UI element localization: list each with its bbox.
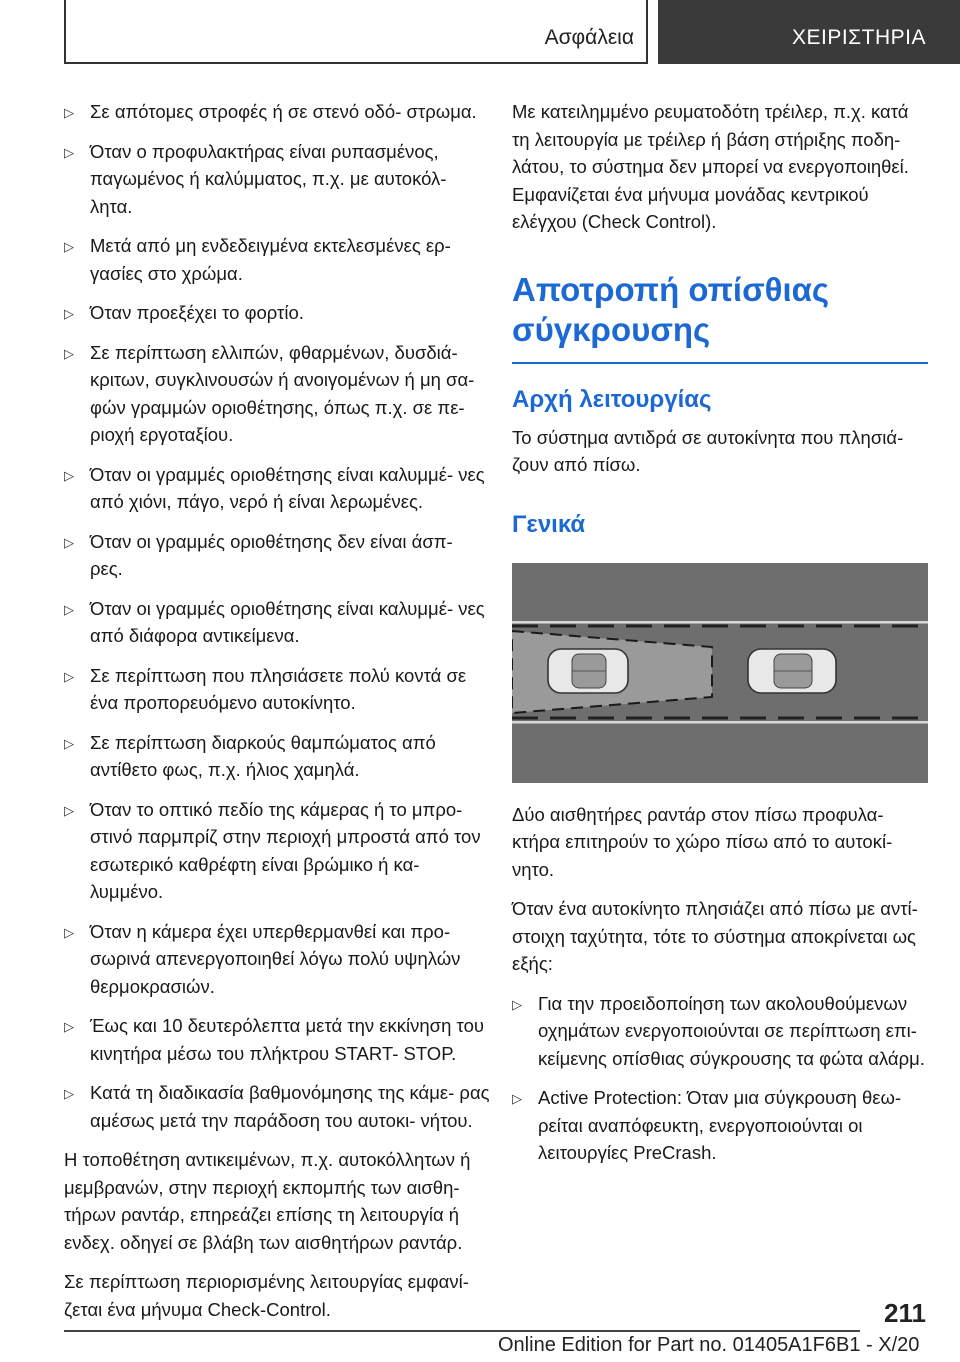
- list-item: ▷ Σε περίπτωση ελλιπών, φθαρμένων, δυσδιά- κριτων, συγκλινουσών ή ανοιγομένων ή μη σα- φών γραμμών οριοθέτησης, όπως π.χ. σε πε- ριοχή εργοταξίου.: [64, 341, 475, 445]
- principle-paragraph: Το σύστημα αντιδρά σε αυτοκίνητα που πλησιά- ζουν από πίσω.: [512, 426, 904, 475]
- lane-line-bottom: [512, 721, 928, 724]
- paragraph: Σε περίπτωση περιορισμένης λειτουργίας εμφανί- ζεται ένα μήνυμα Check-Control.: [64, 1271, 469, 1320]
- triangle-right-icon: ▷: [64, 306, 74, 321]
- list-item: ▷ Σε περίπτωση που πλησιάσετε πολύ κοντά σε ένα προπορευόμενο αυτοκίνητο.: [64, 664, 467, 713]
- general-heading: Γενικά: [512, 510, 586, 538]
- triangle-right-icon: ▷: [512, 1091, 522, 1106]
- list-item: ▷ Active Protection: Όταν μια σύγκρουση θεω- ρείται αναπόφευκτη, ενεργοποιούνται οι λειτουργίες PreCrash.: [512, 1087, 902, 1163]
- triangle-right-icon: ▷: [64, 105, 74, 120]
- list-item: ▷ Όταν προεξέχει το φορτίο.: [64, 299, 490, 327]
- triangle-right-icon: ▷: [64, 668, 74, 684]
- list-item: ▷ Όταν οι γραμμές οριοθέτησης είναι καλυμμέ- νες από χιόνι, πάγο, νερό ή είναι λερωμένες.: [64, 463, 485, 512]
- triangle-right-icon: ▷: [64, 467, 74, 483]
- paragraph: Όταν ένα αυτοκίνητο πλησιάζει από πίσω με αντί- στοιχη ταχύτητα, τότε το σύστημα αποκρίνεται ως εξής:: [512, 898, 918, 974]
- car-front-icon: [748, 649, 836, 693]
- list-item: ▷ Όταν οι γραμμές οριοθέτησης δεν είναι άσπ- ρες.: [64, 530, 453, 579]
- list-item: ▷ Όταν το οπτικό πεδίο της κάμερας ή το μπρο- στινό παρμπρίζ στην περιοχή μπροστά από τον εσωτερικό καθρέφτη είναι βρώμικο ή κα- λυμμένο.: [64, 798, 481, 902]
- left-column: [64, 98, 490, 1335]
- header-section-box: [64, 0, 648, 64]
- list-item: ▷ Όταν ο προφυλακτήρας είναι ρυπασμένος, παγωμένος ή καλύμματος, π.χ. με αυτοκόλ- λητα.: [64, 140, 447, 217]
- list-item: ▷ Όταν οι γραμμές οριοθέτησης είναι καλυμμέ- νες από διάφορα αντικείμενα.: [64, 597, 485, 646]
- triangle-right-icon: ▷: [64, 802, 74, 818]
- triangle-right-icon: ▷: [64, 1086, 74, 1101]
- list-item: ▷ Έως και 10 δευτερόλεπτα μετά την εκκίνηση του κινητήρα μέσω του πλήκτρου START- STOP.: [64, 1015, 484, 1064]
- list-item: ▷ Όταν η κάμερα έχει υπερθερμανθεί και προ- σωρινά απενεργοποιηθεί λόγω πολύ υψηλών θερμοκρασιών.: [64, 920, 461, 997]
- principle-heading: Αρχή λειτουργίας: [512, 385, 712, 413]
- page-number: 211: [884, 1298, 926, 1328]
- triangle-right-icon: ▷: [64, 735, 74, 751]
- header-section-title: Ασφάλεια: [544, 26, 634, 49]
- list-item: ▷ Για την προειδοποίηση των ακολουθούμενων οχημάτων ενεργοποιούνται σε περίπτωση επι- κείμενης οπίσθιας σύγκρουσης τα φώτα αλάρμ.: [512, 992, 925, 1069]
- triangle-right-icon: ▷: [64, 345, 74, 361]
- list-item: ▷ Μετά από μη ενδεδειγμένα εκτελεσμένες ερ- γασίες στο χρώμα.: [64, 235, 451, 284]
- footer-divider: [64, 1330, 860, 1332]
- car-rear-icon: [548, 649, 628, 693]
- list-item: ▷ Κατά τη διαδικασία βαθμονόμησης της κάμε- ρας αμέσως μετά την παράδοση του αυτοκι- νήτου.: [64, 1082, 490, 1131]
- list-item: ▷ Σε απότομες στροφές ή σε στενό οδό- στρωμα.: [64, 98, 490, 126]
- triangle-right-icon: ▷: [64, 924, 74, 940]
- section-title: Αποτροπή οπίσθιας σύγκρουσης: [512, 270, 928, 364]
- right-column: [512, 98, 928, 1179]
- list-item: ▷ Σε περίπτωση διαρκούς θαμπώματος από αντίθετο φως, π.χ. ήλιος χαμηλά.: [64, 731, 436, 780]
- header-chapter-title: ΧΕΙΡΙΣΤΗΡΙΑ: [791, 26, 926, 49]
- intro-paragraph: Με κατειλημμένο ρευματοδότη τρέιλερ, π.χ. κατά τη λειτουργία με τρέιλερ ή βάση στήριξης ποδη- λάτου, το σύστημα δεν μπορεί να ενεργοποιηθεί. Εμφανίζεται ένα μήνυμα μονάδας κεντρικού ελέγχου (Check Control).: [512, 101, 909, 232]
- footer-edition: Online Edition for Part no. 01405A1F6B1 - X/20: [498, 1334, 920, 1356]
- triangle-right-icon: ▷: [64, 1019, 74, 1034]
- paragraph: Η τοποθέτηση αντικειμένων, π.χ. αυτοκόλλητων ή μεμβρανών, στην περιοχή εκπομπής των αισθη- τήρων ραντάρ, επηρεάζει επίσης τη λειτουργία ή ενδεχ. οδηγεί σε βλάβη των αισθητήρων ραντάρ.: [64, 1149, 471, 1253]
- triangle-right-icon: ▷: [64, 239, 74, 254]
- triangle-right-icon: ▷: [512, 996, 522, 1012]
- paragraph: Δύο αισθητήρες ραντάρ στον πίσω προφυλα- κτήρα επιτηρούν το χώρο πίσω από το αυτοκί- νητο.: [512, 803, 893, 880]
- rear-collision-illustration: [512, 563, 928, 783]
- lane-line-top: [512, 621, 928, 624]
- header-chapter-tab: [658, 0, 960, 64]
- triangle-right-icon: ▷: [64, 601, 74, 617]
- triangle-right-icon: ▷: [64, 534, 74, 550]
- triangle-right-icon: ▷: [64, 144, 74, 160]
